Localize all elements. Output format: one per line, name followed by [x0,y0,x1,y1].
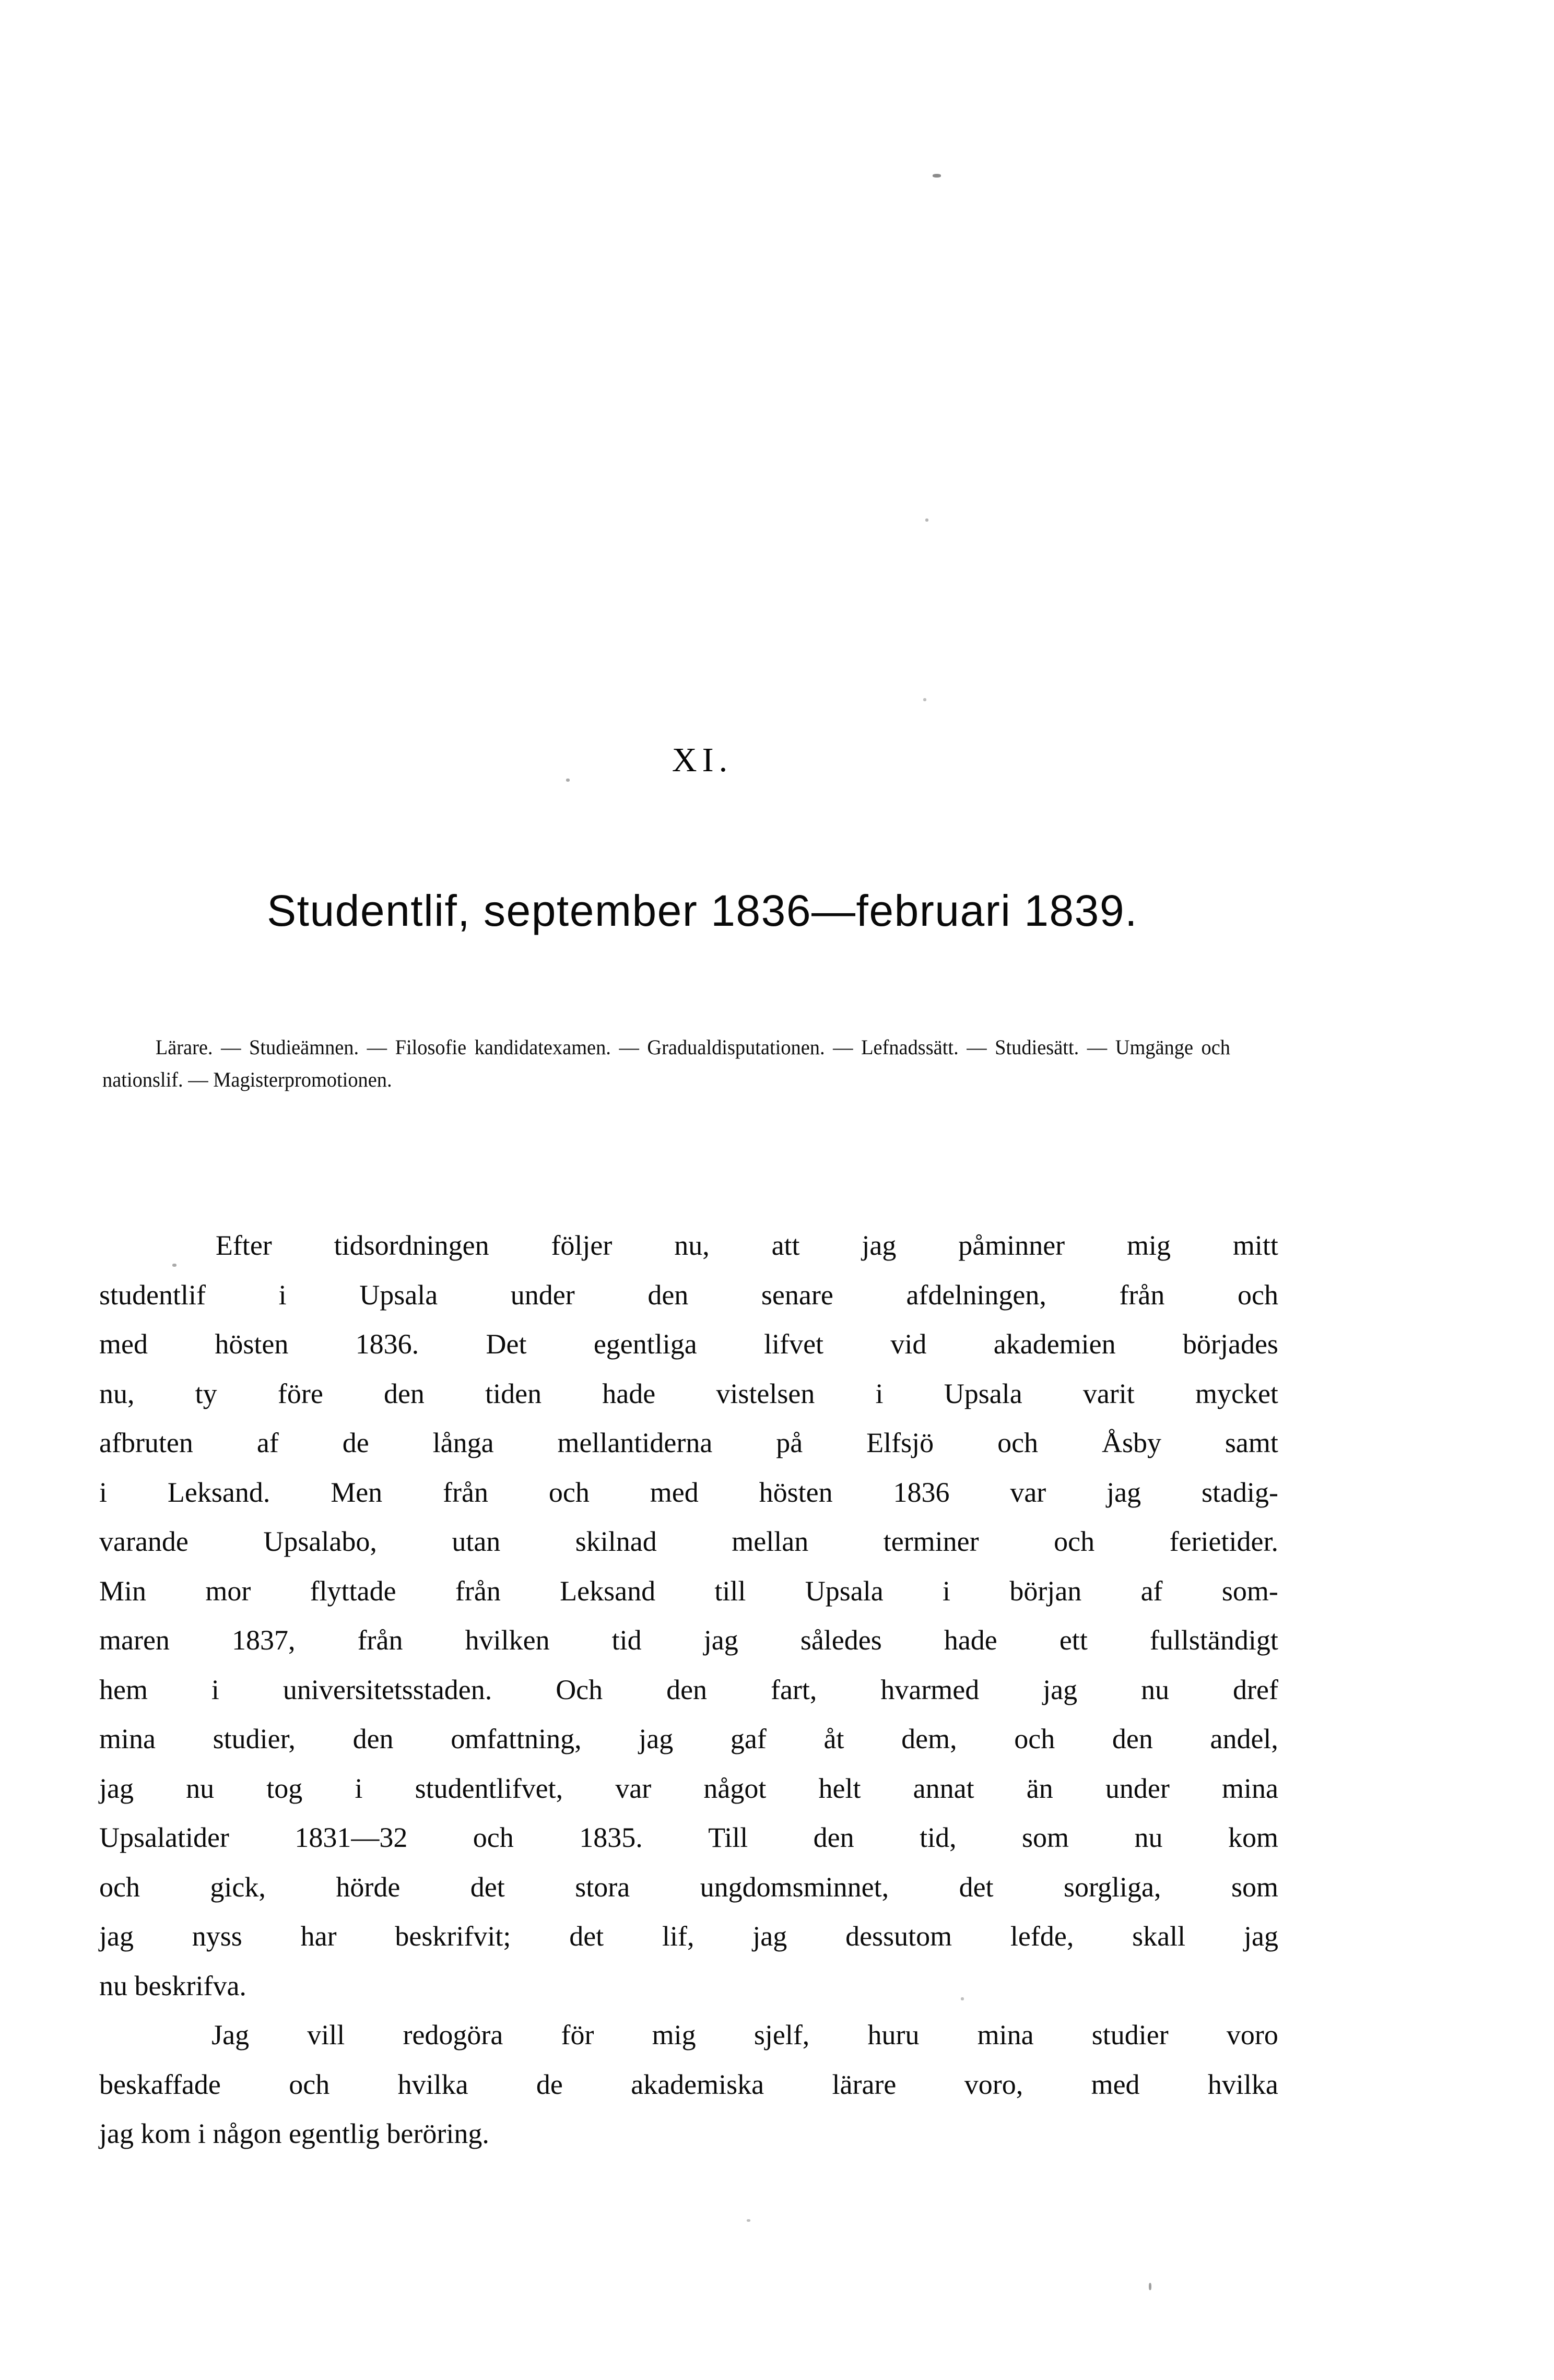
word: hem [99,1674,148,1705]
chapter-number: XI. [672,741,733,779]
text-line [99,1813,1278,1863]
word: påminner [958,1230,1065,1261]
word: Min [99,1575,147,1607]
word: således [800,1624,882,1656]
word: af [1140,1575,1163,1607]
word: sjelf, [754,2019,810,2051]
word: afdelningen, [906,1279,1046,1311]
word: studentlif [99,1279,206,1311]
word: flyttade [310,1575,396,1607]
word: lifvet [764,1328,824,1360]
word: på [776,1427,803,1458]
word: universitetsstaden. [282,1674,492,1705]
word: med [99,1328,148,1360]
word: det [470,1871,505,1903]
word: voro, [964,2068,1023,2100]
word: Upsalatider [99,1822,229,1853]
scan-speck [923,698,926,701]
word: den [666,1674,708,1705]
word: Efter [215,1230,272,1261]
word: i [943,1575,951,1607]
word: vistelsen [716,1377,815,1409]
paragraph-indent [99,1221,154,1270]
word: har [300,1921,337,1952]
word: hade [944,1624,997,1656]
word: jag [862,1230,897,1261]
word: gaf [730,1723,767,1754]
page-title: Studentlif, september 1836—februari 1839. [267,886,1138,936]
word: kom [1228,1822,1278,1853]
text-line [99,1714,1278,1764]
word: och [99,1871,140,1903]
word: ferietider. [1169,1526,1278,1557]
word: det [569,1921,604,1952]
scan-speck [933,174,941,178]
word: Upsala [944,1377,1022,1409]
word: jag [703,1624,738,1656]
word: dref [1233,1674,1278,1705]
word: sorgliga, [1064,1871,1161,1903]
text-line [99,2010,1278,2060]
word: börjades [1183,1328,1278,1360]
word: från [455,1575,501,1607]
word: omfattning, [451,1723,582,1754]
word: långa [432,1427,494,1458]
word: fullständigt [1149,1624,1278,1656]
word: tog [266,1772,303,1804]
word: till [714,1575,746,1607]
word: mitt [1232,1230,1278,1261]
word: nu, [99,1377,135,1409]
paragraph [99,2010,1278,2159]
word: hösten [215,1328,289,1360]
word: samt [1225,1427,1278,1458]
word: de [536,2068,563,2100]
text-line: jag kom i någon egentlig beröring. [99,2118,489,2149]
word: lif, [662,1921,694,1952]
text-line [99,1616,1278,1665]
word: studier, [213,1723,296,1754]
word: stora [575,1871,630,1903]
word: från [1119,1279,1165,1311]
text-line: nu beskrifva. [99,1970,246,2001]
word: maren [99,1624,170,1656]
scan-speck [925,519,928,522]
word: lefde, [1010,1921,1074,1952]
word: för [561,2019,594,2051]
word: Det [486,1328,527,1360]
word: Men [331,1476,383,1508]
word: 1836 [893,1476,950,1508]
word: redogöra [403,2019,503,2051]
body-text [99,1221,1278,2159]
text-line [99,1863,1278,1912]
word: hade [602,1377,656,1409]
text-line [99,1665,1278,1715]
word: som [1022,1822,1069,1853]
word: och [997,1427,1039,1458]
word: hvilka [397,2068,468,2100]
word: jag [752,1921,787,1952]
word: studier [1091,2019,1169,2051]
text-line [99,1369,1278,1419]
word: voro [1226,2019,1278,2051]
word: mig [1127,1230,1171,1261]
word: jag [99,1772,134,1804]
word: jag [1243,1921,1278,1952]
word: ett [1059,1624,1088,1656]
text-line [99,1566,1278,1616]
word: Elfsjö [866,1427,934,1458]
word: jag [1043,1674,1078,1705]
word: nyss [192,1921,242,1952]
word: hvilken [465,1624,550,1656]
word: åt [823,1723,844,1754]
word: de [342,1427,369,1458]
word: Och [556,1674,603,1705]
word: Upsala [805,1575,884,1607]
word: från [357,1624,403,1656]
word: nu [186,1772,215,1804]
chapter-summary: Lärare. — Studieämnen. — Filosofie kandidatexamen. — Gradualdisputationen. — Lefnadssätt. — Studiesätt. — Umgänge och nationslif. — Magisterpromotionen. [102,1035,1230,1091]
word: fart, [770,1674,817,1705]
word: tid, [920,1822,957,1853]
text-line [99,1764,1278,1813]
word: i [875,1377,884,1409]
word: hvarmed [880,1674,980,1705]
text-line [99,1319,1278,1369]
word: med [1091,2068,1140,2100]
word: stadig- [1202,1476,1278,1508]
word: utan [452,1526,501,1557]
word: beskaffade [99,2068,221,2100]
word: mellan [732,1526,809,1557]
word: egentliga [593,1328,697,1360]
word: varit [1082,1377,1135,1409]
word: lärare [832,2068,897,2100]
word: mellantiderna [557,1427,713,1458]
word: huru [867,2019,920,2051]
word: nu [1134,1822,1163,1853]
word: med [650,1476,699,1508]
word: än [1026,1772,1053,1804]
word: var [615,1772,652,1804]
word: var [1010,1476,1046,1508]
word: från [443,1476,488,1508]
word: helt [818,1772,861,1804]
paragraph-indent [99,2010,154,2060]
scan-speck [747,2219,750,2222]
word: akademien [993,1328,1116,1360]
word: den [813,1822,854,1853]
word: och [1238,1279,1278,1311]
word: före [277,1377,323,1409]
word: terminer [883,1526,979,1557]
text-line [99,1517,1278,1566]
word: början [1009,1575,1082,1607]
word: Leksand. [167,1476,270,1508]
word: Leksand [560,1575,656,1607]
word: och [289,2068,330,2100]
word: vid [890,1328,927,1360]
word: tid [611,1624,642,1656]
word: af [256,1427,279,1458]
paragraph [99,1221,1278,2010]
word: det [959,1871,994,1903]
word: Jag [211,2019,250,2051]
word: som [1231,1871,1278,1903]
word: Upsalabo, [263,1526,377,1557]
word: vill [307,2019,345,2051]
word: mina [99,1723,156,1754]
word: jag [99,1921,134,1952]
word: varande [99,1526,189,1557]
word: hvilka [1207,2068,1278,2100]
word: och [548,1476,590,1508]
word: 1835. [579,1822,643,1853]
word: i [278,1279,287,1311]
word: den [352,1723,394,1754]
word: dem, [901,1723,957,1754]
word: den [1112,1723,1153,1754]
word: 1831—32 [295,1822,408,1853]
text-line [99,1468,1278,1517]
word: annat [913,1772,974,1804]
word: något [703,1772,767,1804]
word: akademiska [631,2068,764,2100]
word: och [1054,1526,1095,1557]
word: i [211,1674,219,1705]
word: Upsala [359,1279,438,1311]
word: dessutom [845,1921,952,1952]
word: i [355,1772,363,1804]
word: 1836. [355,1328,419,1360]
word: den [383,1377,425,1409]
word: mina [977,2019,1034,2051]
word: mina [1221,1772,1278,1804]
word: beskrifvit; [395,1921,511,1952]
word: under [1105,1772,1170,1804]
word: ty [195,1377,217,1409]
text-line [99,1912,1278,1961]
text-line [99,1418,1278,1468]
word: Åsby [1101,1427,1161,1458]
word: Till [708,1822,748,1853]
word: afbruten [99,1427,193,1458]
text-line [99,1270,1278,1320]
word: jag [639,1723,674,1754]
word: mig [652,2019,696,2051]
word: mycket [1195,1377,1278,1409]
text-line [99,1221,1278,1270]
scan-speck [1149,2283,1151,2290]
word: senare [761,1279,833,1311]
word: tidsordningen [334,1230,489,1261]
word: under [510,1279,575,1311]
word: i [99,1476,108,1508]
word: mor [205,1575,251,1607]
word: 1837, [232,1624,296,1656]
word: som- [1221,1575,1278,1607]
word: andel, [1210,1723,1278,1754]
word: att [771,1230,800,1261]
word: jag [1106,1476,1141,1508]
word: hörde [336,1871,401,1903]
word: följer [551,1230,613,1261]
word: gick, [210,1871,266,1903]
word: nu [1141,1674,1170,1705]
word: studentlifvet, [415,1772,563,1804]
word: och [473,1822,514,1853]
word: nu, [674,1230,710,1261]
word: den [648,1279,689,1311]
word: tiden [485,1377,542,1409]
word: och [1014,1723,1055,1754]
word: skall [1132,1921,1186,1952]
text-line [99,2060,1278,2110]
word: hösten [759,1476,833,1508]
word: ungdomsminnet, [700,1871,889,1903]
word: skilnad [575,1526,657,1557]
